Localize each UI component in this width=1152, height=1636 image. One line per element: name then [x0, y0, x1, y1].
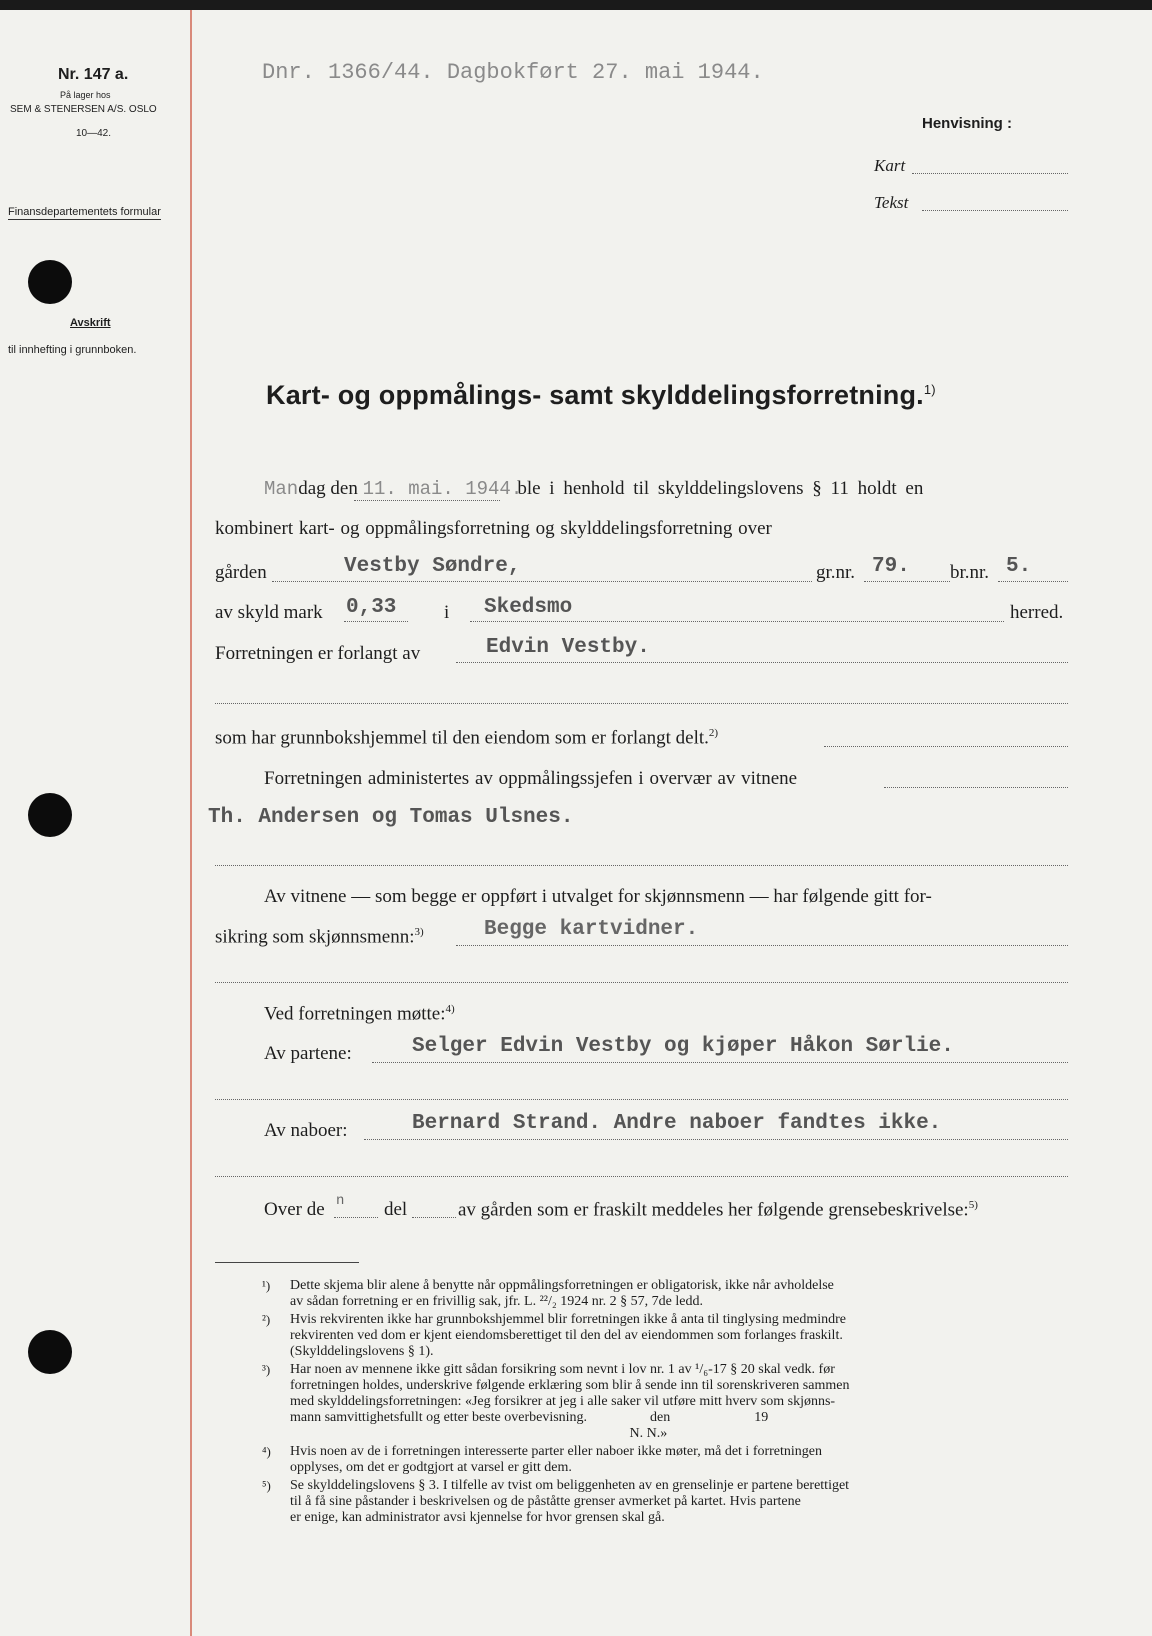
footnote-2-line3: (Skylddelingslovens § 1).	[290, 1344, 434, 1359]
attended-label: Ved forretningen møtte:	[264, 1003, 446, 1025]
document-title-text: Kart- og oppmålings- samt skylddelingsforretning.	[266, 380, 924, 410]
registration-stamp: Dnr. 1366/44. Dagbokført 27. mai 1944.	[262, 60, 764, 85]
del-field-line	[412, 1216, 456, 1218]
parties-typed: Selger Edvin Vestby og kjøper Håkon Sørlie.	[412, 1035, 954, 1058]
requested-by-typed: Edvin Vestby.	[486, 636, 650, 659]
oath-extra-line	[215, 981, 1068, 983]
requested-label: Forretningen er forlangt av	[215, 643, 421, 664]
footnote-2-mark: ²)	[262, 1312, 271, 1327]
day-typed: Man	[264, 478, 299, 500]
in-label: i	[444, 602, 450, 623]
text-reference-label: Tekst	[874, 193, 909, 212]
title-footnote-mark: 1)	[923, 382, 936, 397]
footnote-separator	[215, 1262, 359, 1263]
witnesses-typed: Th. Andersen og Tomas Ulsnes.	[208, 806, 574, 829]
requested-extra-line	[215, 702, 1068, 704]
document-title	[266, 380, 936, 411]
farm-name-typed: Vestby Søndre,	[344, 555, 521, 578]
witnesses-extra-line	[215, 864, 1068, 866]
oath-line1: Av vitnene — som begge er oppført i utvalget for skjønnsmenn — har følgende gitt for-	[264, 886, 932, 907]
footnote-5-line2: til å få sine påstander i beskrivelsen og de påståtte grenser avmerket på kartet. Hvis partene	[290, 1494, 801, 1509]
brnr-label: br.nr.	[950, 562, 990, 583]
hjemmel-line	[215, 727, 718, 749]
date-line-rest: ble i henhold til skylddelingslovens § 11 holdt en	[517, 478, 924, 499]
parties-label: Av partene:	[264, 1043, 352, 1064]
brnr-typed: 5.	[1006, 555, 1032, 578]
footnote-3	[262, 1362, 1072, 1444]
punch-hole-middle	[28, 793, 72, 837]
footnote-3-line5: N. N.»	[290, 1426, 668, 1441]
hjemmel-field-line	[824, 745, 1068, 747]
footnote-1-mark: ¹)	[262, 1278, 271, 1293]
over-mark: 5)	[968, 1199, 978, 1211]
copy-subtitle: til innhefting i grunnboken.	[8, 344, 137, 356]
grnr-field-line	[864, 580, 950, 582]
over-rest-text: av gården som er fraskilt meddeles her følgende grensebeskrivelse:	[458, 1199, 969, 1221]
neighbours-typed: Bernard Strand. Andre naboer fandtes ikke.	[412, 1112, 942, 1135]
footnote-2	[262, 1312, 1072, 1362]
footnote-2-line2: rekvirenten ved dom er kjent eiendomsberettiget til den del av eiendommen som forlanges fraskilt.	[290, 1328, 843, 1343]
footnote-5	[262, 1478, 1072, 1528]
skyld-typed: 0,33	[346, 596, 397, 619]
footnote-1-line2: av sådan forretning er en frivillig sak, jfr. L. ²²/₂ 1924 nr. 2 § 57, 7de ledd.	[290, 1294, 703, 1309]
herred-label: herred.	[1010, 602, 1064, 623]
footnote-5-mark: ⁵)	[262, 1478, 271, 1493]
date-typed: 11. mai. 1944.	[362, 478, 523, 500]
attended-mark: 4)	[445, 1003, 455, 1015]
map-reference-label: Kart	[874, 156, 906, 175]
footnote-4	[262, 1444, 1072, 1478]
reference-label: Henvisning :	[922, 115, 1013, 132]
grnr-label: gr.nr.	[816, 562, 856, 583]
oath-field-line	[456, 944, 1068, 946]
farm-field-line	[272, 580, 812, 582]
grnr-typed: 79.	[872, 555, 910, 578]
day-suffix: dag den	[298, 478, 358, 499]
footnote-3-mark: ³)	[262, 1362, 271, 1377]
footnote-5-line1: Se skylddelingslovens § 3. I tilfelle av tvist om beliggenheten av en grenselinje er partene berettiget	[290, 1478, 850, 1493]
scan-top-edge	[0, 0, 1152, 10]
over-label: Over de	[264, 1199, 325, 1220]
footnote-3-line3: med skylddelingsforretningen: «Jeg forsikrer at jeg i alle saker vil utføre mitt hverv som skjønns-	[290, 1394, 836, 1409]
date-line	[264, 478, 923, 500]
neighbours-field-line	[364, 1138, 1068, 1140]
requested-field-line	[456, 661, 1068, 663]
municipality-typed: Skedsmo	[484, 596, 573, 619]
oath-mark: 3)	[414, 926, 424, 938]
footnote-1	[262, 1278, 1072, 1312]
over-field-line	[334, 1216, 378, 1218]
text-reference-field	[922, 209, 1068, 211]
footnote-4-line1: Hvis noen av de i forretningen interesserte parter eller naboer ikke møter, må det i forretningen	[290, 1444, 823, 1459]
footnote-1-line1: Dette skjema blir alene å benytte når oppmålingsforretningen er obligatorisk, ikke når avholdelse	[290, 1278, 834, 1293]
del-label: del	[384, 1199, 408, 1220]
footnote-4-mark: ⁴)	[262, 1444, 271, 1459]
punch-hole-bottom	[28, 1330, 72, 1374]
margin-rule	[190, 10, 192, 1636]
punch-hole-top	[28, 260, 72, 304]
publisher-line1: På lager hos	[60, 90, 111, 100]
publisher-date: 10—42.	[76, 128, 112, 139]
skyld-label: av skyld mark	[215, 602, 323, 623]
footnotes	[262, 1278, 1072, 1528]
footnote-3-line2: forretningen holdes, underskrive følgende erklæring som blir å sende inn til sorenskriveren sammen	[290, 1378, 850, 1393]
hjemmel-text: som har grunnbokshjemmel til den eiendom som er forlangt delt.	[215, 727, 709, 749]
footnote-5-line3: er enige, kan administrator avsi kjennelse for hvor grensen skal gå.	[290, 1510, 665, 1525]
skyld-field-line	[344, 620, 408, 622]
farm-label: gården	[215, 562, 267, 583]
combined-survey-line: kombinert kart- og oppmålingsforretning og skylddelingsforretning over	[215, 518, 772, 539]
footnote-2-line1: Hvis rekvirenten ikke har grunnbokshjemmel blir forretningen ikke å anta til tinglysing medmindre	[290, 1312, 846, 1327]
municipality-field-line	[470, 620, 1004, 622]
admin-text: Forretningen administertes av oppmålingssjefen i overvær av vitnene	[264, 768, 798, 789]
footnote-3-line4: mann samvittighetsfullt og etter beste overbevisning. den 19	[290, 1410, 769, 1425]
footnote-3-line1: Har noen av mennene ikke gitt sådan forsikring som nevnt i lov nr. 1 av ¹/₆-17 § 20 skal vedk. før	[290, 1362, 835, 1377]
oath-typed: Begge kartvidner.	[484, 918, 699, 941]
parties-field-line	[372, 1061, 1068, 1063]
form-number: Nr. 147 a.	[58, 66, 129, 83]
admin-field-line	[884, 786, 1068, 788]
date-field-line	[354, 499, 500, 501]
oath-label: sikring som skjønnsmenn:	[215, 926, 415, 948]
map-reference-field	[912, 172, 1068, 174]
over-rest-line	[458, 1199, 978, 1221]
brnr-field-line	[998, 580, 1068, 582]
neighbours-label: Av naboer:	[264, 1120, 348, 1141]
publisher-line2: SEM & STENERSEN A/S. OSLO	[10, 104, 157, 115]
department-label: Finansdepartementets formular	[8, 206, 161, 218]
parties-extra-line	[215, 1098, 1068, 1100]
footnote-4-line2: opplyses, om det er godtgjort at varsel er gitt dem.	[290, 1460, 572, 1475]
neighbours-extra-line	[215, 1175, 1068, 1177]
over-typed: n	[336, 1193, 345, 1209]
copy-title: Avskrift	[70, 317, 111, 329]
attended-line	[264, 1003, 455, 1025]
oath-line2	[215, 926, 424, 948]
hjemmel-mark: 2)	[708, 727, 719, 739]
